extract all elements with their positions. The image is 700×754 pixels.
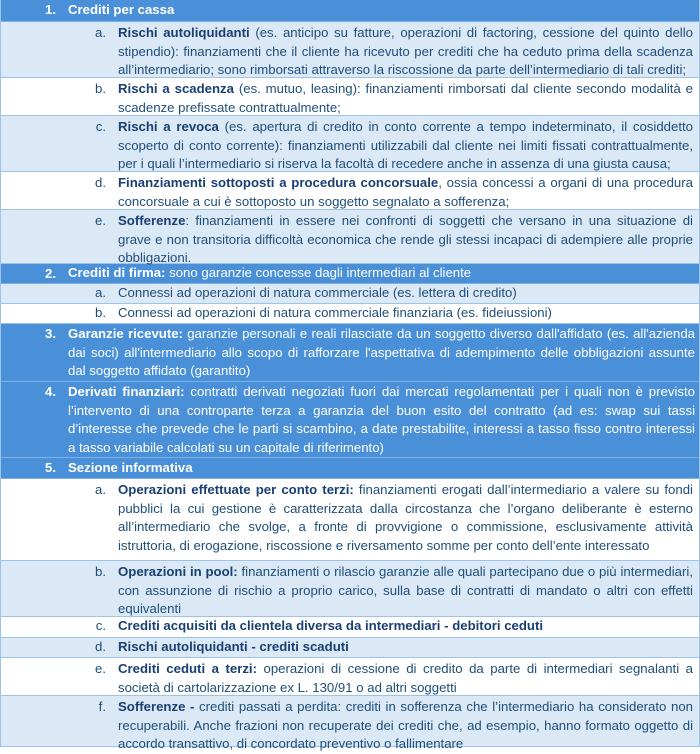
item-term: Rischi a scadenza (118, 81, 234, 96)
item-letter: d. (95, 639, 106, 654)
item-term: Crediti ceduti a terzi: (118, 661, 257, 676)
item-letter: e. (95, 213, 106, 228)
item-text: finanziamenti o rilascio garanzie alle quali partecipano due o più intermediari, con assunzione di rischio a proprio carico, sulla base di contratti di mandato o altri con effetti equivalenti (118, 564, 694, 617)
section-text: sono garanzie concesse dagli intermediari al cliente (165, 265, 472, 280)
item-text: (es. mutuo, leasing): finanziamenti rimborsati dal cliente secondo modalità e scadenze prefissate contrattualmente; (118, 81, 693, 115)
item-text: (es. apertura di credito in conto corrente a tempo indeterminato, il cosiddetto scoperto di conto corrente): finanziamenti utilizzabili dal cliente nei limiti fissati contrattualmente, per i quali l’intermediario si riserva la facoltà di recedere anche in assenza di una giusta causa; (118, 119, 693, 172)
item-term: Rischi autoliquidanti - crediti scaduti (118, 639, 349, 654)
item-letter: d. (95, 175, 106, 190)
list-item-1b (1, 78, 699, 116)
item-letter: c. (95, 119, 106, 134)
list-item-2a (1, 284, 699, 304)
section-title: Garanzie ricevute: (68, 326, 183, 341)
section-title: Sezione informativa (68, 460, 193, 475)
list-item-5f (1, 696, 699, 752)
section-header-5 (1, 458, 699, 479)
section-title: Crediti di firma: (68, 265, 166, 280)
item-text: , ossia concessi a organi di una procedura concorsuale a cui è sottoposto un soggetto segnalato a sofferenza; (118, 175, 693, 209)
list-item-5d (1, 638, 699, 658)
list-item-1a (1, 22, 699, 78)
section-number: 5. (45, 460, 56, 475)
list-item-1c (1, 116, 699, 172)
item-term: Rischi autoliquidanti (118, 25, 250, 40)
item-letter: f. (98, 699, 106, 714)
section-title: Crediti per cassa (68, 2, 175, 17)
list-item-1d (1, 172, 699, 210)
item-term: Crediti acquisiti da clientela diversa da intermediari - debitori ceduti (118, 618, 544, 633)
item-text: : finanziamenti in essere nei confronti di soggetti che versano in una situazione di grave e non transitoria difficoltà economica che rende gli stessi incapaci di adempiere alle proprie obbligazioni. (118, 213, 693, 266)
item-letter: b. (95, 81, 106, 96)
item-letter: b. (95, 564, 106, 579)
item-term: Finanziamenti sottoposti a procedura concorsuale (118, 175, 439, 190)
list-item-5b (1, 561, 699, 617)
list-item-5a (1, 479, 699, 561)
item-letter: a. (95, 482, 106, 497)
item-text: Connessi ad operazioni di natura commerciale (es. lettera di credito) (118, 285, 517, 300)
section-number: 1. (45, 2, 56, 17)
list-item-2b (1, 304, 699, 324)
item-letter: c. (95, 618, 106, 633)
item-term: Operazioni in pool: (118, 564, 238, 579)
item-term: Operazioni effettuate per conto terzi: (118, 482, 354, 497)
item-letter: a. (95, 25, 106, 40)
item-letter: a. (95, 285, 106, 300)
item-term: Sofferenze (118, 213, 186, 228)
section-header-3 (1, 324, 699, 382)
section-number: 3. (45, 326, 56, 341)
item-term: Sofferenze - (118, 699, 195, 714)
section-text: garanzie personali e reali rilasciate da un soggetto diverso dall'affidato (es. all'azienda dai soci) all'intermediario allo scopo di rafforzare l'aspettativa di adempimento delle obbligazioni assunte dal soggetto affidato (garantito) (68, 326, 695, 379)
section-header-4 (1, 382, 699, 458)
section-number: 4. (45, 384, 56, 399)
section-text: contratti derivati negoziati fuori dai mercati regolamentati per i quali non è previsto l’intervento di una controparte terza a garanzia del buon esito del contratto (ad es: swap sui tassi d’interesse che prevede che le parti si scambino, a date prestabilite, interessi a tasso fisso contro interessi a tasso variabile calcolati su un capitale di riferimento) (68, 384, 695, 456)
list-item-5e (1, 658, 699, 696)
section-number: 2. (45, 266, 56, 281)
item-text: (es. anticipo su fatture, operazioni di factoring, cessione del quinto dello stipendio): finanziamenti che il cliente ha ricevuto per crediti che ha ceduto prima della scadenza all’intermediario; sono rimborsati attraverso la riscossione da parte dell’intermediario di tali crediti; (118, 25, 693, 78)
section-header-2 (1, 264, 699, 284)
item-text: finanziamenti erogati dall’intermediario a valere su fondi pubblici la cui gestione è caratterizzata dalla circostanza che l’organo deliberante è esterno all’intermediario che svolge, a fronte di provvigione o commissione, esclusivamente attività istruttoria, di erogazione, riscossione e riversamento somme per conto dell’ente interessato (118, 482, 693, 554)
section-title: Derivati finanziari: (68, 384, 185, 399)
item-letter: b. (95, 305, 106, 320)
section-header-1 (1, 0, 699, 22)
item-text: operazioni di cessione di credito da parte di intermediari segnalanti a società di cartolarizzazione ex L. 130/91 o ad altri soggetti (118, 661, 693, 695)
item-text: crediti passati a perdita: crediti in sofferenza che l’intermediario ha considerato non recuperabili. Anche frazioni non recuperate dei crediti che, ad esempio, hanno formato oggetto di accordo transattivo, di concordato preventivo o fallimentare (118, 699, 693, 752)
list-item-1e (1, 210, 699, 264)
item-letter: e. (95, 661, 106, 676)
item-term: Rischi a revoca (118, 119, 219, 134)
list-item-5c (1, 617, 699, 638)
item-text: Connessi ad operazioni di natura commerciale finanziaria (es. fideiussioni) (118, 305, 552, 320)
